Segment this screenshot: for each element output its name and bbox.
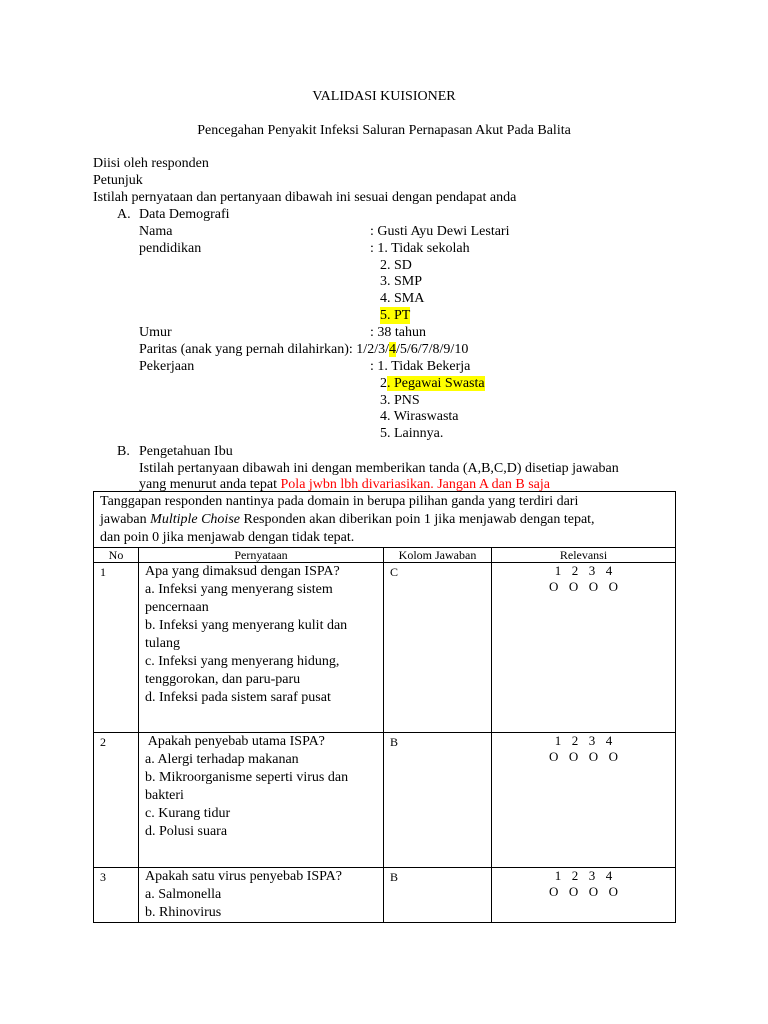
pendidikan-option-3: 3. SMP (380, 274, 423, 289)
pekerjaan-option-2-selected: . Pegawai Swasta (387, 376, 485, 391)
option-line: pencernaan (145, 600, 209, 615)
section-b-marker: B. (117, 444, 130, 459)
pendidikan-option-2: 2. SD (380, 258, 412, 273)
pendidikan-option-1: : 1. Tidak sekolah (370, 241, 470, 256)
pekerjaan-option-2 (380, 375, 485, 392)
section-b-title: Pengetahuan Ibu (139, 444, 233, 459)
paritas-suffix: /5/6/7/8/9/10 (395, 342, 469, 357)
table-row (94, 563, 676, 733)
instructions-label: Petunjuk (93, 173, 143, 188)
intro-line-2-end: Responden akan diberikan poin 1 jika menjawab dengan tepat, (239, 512, 595, 527)
table-intro (94, 492, 676, 548)
answer-cell[interactable]: B (384, 733, 492, 868)
table-row (94, 868, 676, 923)
instructions-text: Istilah pernyataan dan pertanyaan dibawah ini sesuai dengan pendapat anda (93, 190, 517, 205)
row-statement (139, 563, 384, 733)
option-line: c. Kurang tidur (145, 806, 231, 821)
pekerjaan-option-2-number: 2 (380, 376, 387, 391)
row-number: 2 (94, 733, 139, 868)
question-text: Apakah satu virus penyebab ISPA? (145, 869, 343, 884)
row-number: 3 (94, 868, 139, 923)
paritas-prefix: : 1/2/3/ (348, 342, 389, 357)
header-kolom-jawaban: Kolom Jawaban (384, 548, 492, 563)
header-relevansi: Relevansi (492, 548, 676, 563)
row-statement (139, 733, 384, 868)
relevance-scale: 1 2 3 4 (554, 563, 613, 578)
intro-line-2 (100, 511, 669, 529)
option-line: a. Infeksi yang menyerang sistem (145, 582, 333, 597)
paritas-row (139, 341, 468, 358)
option-line: b. Rhinovirus (145, 905, 222, 920)
section-b-instruction: Istilah pertanyaan dibawah ini dengan memberikan tanda (A,B,C,D) disetiap jawaban (139, 461, 619, 476)
table-row (94, 733, 676, 868)
pekerjaan-label: Pekerjaan (139, 359, 195, 374)
questionnaire-table (93, 491, 676, 923)
intro-line-3: dan poin 0 jika menjawab dengan tidak tepat. (100, 530, 355, 545)
answer-cell[interactable]: B (384, 868, 492, 923)
section-b-instruction-text: yang menurut anda tepat (139, 477, 281, 492)
umur-value: : 38 tahun (370, 325, 426, 340)
option-line: d. Polusi suara (145, 824, 228, 839)
question-text: Apakah penyebab utama ISPA? (145, 734, 325, 749)
intro-line-2-italic: Multiple Choise (150, 512, 240, 527)
relevance-cell[interactable] (492, 733, 676, 868)
option-line: a. Salmonella (145, 887, 222, 902)
answer-cell[interactable]: C (384, 563, 492, 733)
document-subtitle: Pencegahan Penyakit Infeksi Saluran Pernapasan Akut Pada Balita (197, 123, 571, 138)
intro-line-1: Tanggapan responden nantinya pada domain in berupa pilihan ganda yang terdiri dari (100, 494, 579, 509)
table-header-row (94, 548, 676, 563)
option-line: d. Infeksi pada sistem saraf pusat (145, 690, 331, 705)
section-a-marker: A. (117, 207, 131, 222)
intro-line-2-start: jawaban (100, 512, 151, 527)
pendidikan-option-5-selected: 5. PT (380, 308, 411, 323)
pekerjaan-option-5: 5. Lainnya. (380, 426, 444, 441)
umur-label: Umur (139, 325, 172, 340)
relevance-cell[interactable] (492, 563, 676, 733)
option-line: a. Alergi terhadap makanan (145, 752, 299, 767)
pendidikan-label: pendidikan (139, 241, 202, 256)
section-a-title: Data Demografi (139, 207, 230, 222)
relevance-cell[interactable] (492, 868, 676, 923)
option-line: b. Mikroorganisme seperti virus dan (145, 770, 349, 785)
option-line: tulang (145, 636, 180, 651)
header-pernyataan: Pernyataan (139, 548, 384, 563)
nama-value: : Gusti Ayu Dewi Lestari (370, 224, 510, 239)
question-text: Apa yang dimaksud dengan ISPA? (145, 564, 340, 579)
option-line: tenggorokan, dan paru-paru (145, 672, 301, 687)
relevance-options[interactable]: O O O O (548, 884, 619, 899)
relevance-options[interactable]: O O O O (548, 749, 619, 764)
pekerjaan-option-3: 3. PNS (380, 393, 420, 408)
header-no: No (94, 548, 139, 563)
pendidikan-option-4: 4. SMA (380, 291, 425, 306)
row-number: 1 (94, 563, 139, 733)
paritas-selected: 4 (388, 342, 396, 357)
row-statement (139, 868, 384, 923)
reviewer-note: Pola jwbn lbh divariasikan. Jangan A dan B saja (280, 477, 550, 492)
relevance-scale: 1 2 3 4 (554, 733, 613, 748)
option-line: bakteri (145, 788, 184, 803)
filled-by-text: Diisi oleh responden (93, 156, 209, 171)
option-line: c. Infeksi yang menyerang hidung, (145, 654, 340, 669)
pekerjaan-option-1: : 1. Tidak Bekerja (370, 359, 471, 374)
option-line: b. Infeksi yang menyerang kulit dan (145, 618, 348, 633)
relevance-scale: 1 2 3 4 (554, 868, 613, 883)
paritas-label: Paritas (anak yang pernah dilahirkan) (139, 342, 349, 357)
relevance-options[interactable]: O O O O (548, 579, 619, 594)
document-title: VALIDASI KUISIONER (312, 89, 456, 104)
table-intro-row (94, 492, 676, 548)
pekerjaan-option-4: 4. Wiraswasta (380, 409, 459, 424)
nama-label: Nama (139, 224, 173, 239)
